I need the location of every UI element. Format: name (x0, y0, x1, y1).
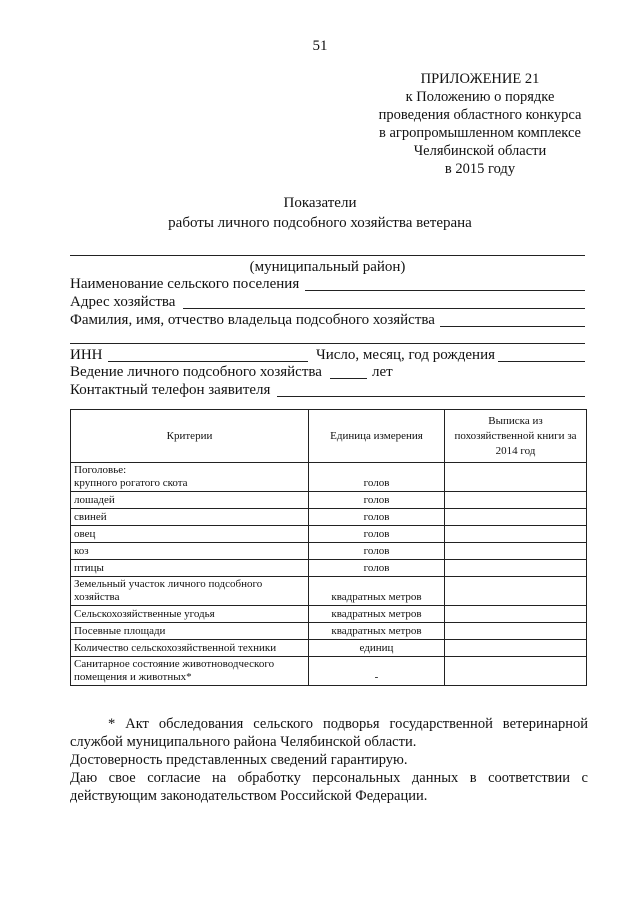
birthdate-label: Число, месяц, год рождения (316, 347, 495, 363)
table-row (71, 577, 587, 606)
table-row (71, 543, 587, 560)
birthdate-field-line[interactable] (498, 361, 585, 362)
farming-years-label: Ведение личного подсобного хозяйства (70, 364, 322, 380)
table-row (71, 657, 587, 686)
header-extract: Выписка из похозяйственной книги за 2014 год (445, 410, 587, 463)
header-unit: Единица измерения (309, 410, 445, 463)
unit-cell: голов (309, 492, 445, 509)
phone-field-line[interactable] (277, 396, 585, 397)
value-cell[interactable] (445, 560, 587, 577)
unit-cell: квадратных метров (309, 577, 445, 606)
reliability-statement: Достоверность представленных сведений гарантирую. (70, 752, 408, 768)
owner-name-field-line-2[interactable] (70, 343, 585, 344)
table-row (71, 492, 587, 509)
criterion-label: лошадей (71, 492, 309, 509)
address-field-line[interactable] (183, 308, 585, 309)
inn-field-line[interactable] (108, 361, 308, 362)
value-cell[interactable] (445, 577, 587, 606)
unit-cell: квадратных метров (309, 623, 445, 640)
livestock-heading: Поголовье: (74, 464, 127, 476)
header-criteria: Критерии (71, 410, 309, 463)
value-cell[interactable] (445, 623, 587, 640)
appendix-block (350, 70, 610, 178)
criterion-label: свиней (71, 509, 309, 526)
value-cell[interactable] (445, 657, 587, 686)
farming-years-unit: лет (372, 364, 393, 380)
value-cell[interactable] (445, 606, 587, 623)
table-row (71, 623, 587, 640)
criterion-label: коз (71, 543, 309, 560)
criterion-label: птицы (71, 560, 309, 577)
notes-block (70, 715, 588, 805)
unit-cell: голов (309, 526, 445, 543)
value-cell[interactable] (445, 492, 587, 509)
appendix-line: в 2015 году (444, 161, 516, 177)
farming-years-field-line[interactable] (330, 378, 367, 379)
table-row (71, 640, 587, 657)
settlement-field-line[interactable] (305, 290, 585, 291)
appendix-line: проведения областного конкурса (378, 107, 582, 123)
table-row (71, 606, 587, 623)
appendix-line: в агропромышленном комплексе (378, 125, 581, 141)
criterion-text: крупного рогатого скота (74, 477, 188, 489)
owner-name-label: Фамилия, имя, отчество владельца подсобного хозяйства (70, 312, 435, 328)
table-row (71, 509, 587, 526)
criterion-label: Сельскохозяйственные угодья (71, 606, 309, 623)
criteria-table (70, 409, 587, 686)
appendix-line: Челябинской области (413, 143, 547, 159)
owner-name-field-line[interactable] (440, 326, 585, 327)
district-caption: (муниципальный район) (249, 259, 406, 275)
unit-cell: голов (309, 543, 445, 560)
unit-cell: единиц (309, 640, 445, 657)
address-label: Адрес хозяйства (70, 294, 176, 310)
document-title-line2: работы личного подсобного хозяйства ветерана (168, 215, 472, 231)
table-row (71, 526, 587, 543)
criterion-label: Посевные площади (71, 623, 309, 640)
criterion-label: овец (71, 526, 309, 543)
table-header-row (71, 410, 587, 463)
page-number: 51 (312, 38, 328, 54)
table-row (71, 560, 587, 577)
unit-cell: голов (309, 509, 445, 526)
unit-cell: голов (309, 463, 445, 492)
document-title (0, 193, 640, 233)
unit-cell: - (309, 657, 445, 686)
consent-statement: Даю свое согласие на обработку персональных данных в соответствии с действующим законодательством Российской Федерации. (70, 770, 588, 804)
document-title-line1: Показатели (283, 195, 357, 211)
value-cell[interactable] (445, 640, 587, 657)
appendix-line: к Положению о порядке (405, 89, 555, 105)
settlement-label: Наименование сельского поселения (70, 276, 300, 292)
district-field-line[interactable] (70, 255, 585, 256)
table-row (71, 463, 587, 492)
value-cell[interactable] (445, 526, 587, 543)
criterion-label: Санитарное состояние животноводческого помещения и животных* (71, 657, 309, 686)
unit-cell: голов (309, 560, 445, 577)
inn-label: ИНН (70, 347, 103, 363)
value-cell[interactable] (445, 509, 587, 526)
criterion-label: Земельный участок личного подсобного хозяйства (71, 577, 309, 606)
appendix-title: ПРИЛОЖЕНИЕ 21 (420, 71, 540, 87)
criterion-label (71, 463, 309, 492)
criterion-label: Количество сельскохозяйственной техники (71, 640, 309, 657)
value-cell[interactable] (445, 463, 587, 492)
value-cell[interactable] (445, 543, 587, 560)
phone-label: Контактный телефон заявителя (70, 382, 271, 398)
footnote-text: * Акт обследования сельского подворья государственной ветеринарной службой муниципального района Челябинской области. (70, 716, 588, 750)
unit-cell: квадратных метров (309, 606, 445, 623)
